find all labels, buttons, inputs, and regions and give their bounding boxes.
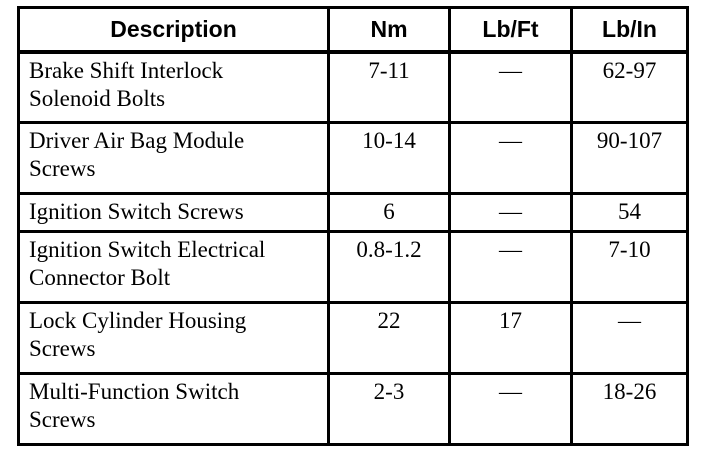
- nm-cell: 10-14: [329, 123, 450, 194]
- table-row: [19, 52, 688, 123]
- header-row: [19, 8, 688, 52]
- description-cell: [19, 194, 329, 232]
- lb-ft-cell: —: [450, 194, 572, 232]
- nm-cell: 22: [329, 303, 450, 374]
- description-cell: [19, 123, 329, 194]
- torque-spec-table: [17, 6, 689, 446]
- description-line: Screws: [29, 156, 96, 181]
- description-line: Connector Bolt: [29, 265, 171, 290]
- description-line: Lock Cylinder Housing: [29, 308, 247, 333]
- header-lb-ft: Lb/Ft: [450, 8, 572, 52]
- description-line: Ignition Switch Electrical: [29, 237, 266, 262]
- lb-in-cell: 54: [572, 194, 688, 232]
- lb-ft-cell: —: [450, 232, 572, 303]
- description-line: Ignition Switch Screws: [29, 199, 244, 224]
- header-lb-in: Lb/In: [572, 8, 688, 52]
- table-row: [19, 374, 688, 445]
- table-row: [19, 123, 688, 194]
- nm-cell: 0.8-1.2: [329, 232, 450, 303]
- description-line: Screws: [29, 336, 96, 361]
- header-nm: Nm: [329, 8, 450, 52]
- lb-in-cell: 18-26: [572, 374, 688, 445]
- description-cell: [19, 52, 329, 123]
- lb-ft-cell: 17: [450, 303, 572, 374]
- nm-cell: 7-11: [329, 52, 450, 123]
- table-row: [19, 194, 688, 232]
- table-row: [19, 232, 688, 303]
- lb-ft-cell: —: [450, 123, 572, 194]
- description-cell: [19, 374, 329, 445]
- lb-in-cell: 90-107: [572, 123, 688, 194]
- lb-ft-cell: —: [450, 52, 572, 123]
- lb-in-cell: —: [572, 303, 688, 374]
- description-cell: [19, 232, 329, 303]
- nm-cell: 6: [329, 194, 450, 232]
- lb-in-cell: 7-10: [572, 232, 688, 303]
- lb-ft-cell: —: [450, 374, 572, 445]
- nm-cell: 2-3: [329, 374, 450, 445]
- description-line: Screws: [29, 407, 96, 432]
- description-line: Multi-Function Switch: [29, 379, 240, 404]
- header-description: Description: [19, 8, 329, 52]
- description-line: Brake Shift Interlock: [29, 57, 224, 83]
- description-cell: [19, 303, 329, 374]
- description-line: Driver Air Bag Module: [29, 128, 245, 153]
- lb-in-cell: 62-97: [572, 52, 688, 123]
- table-row: [19, 303, 688, 374]
- description-line: Solenoid Bolts: [29, 85, 166, 111]
